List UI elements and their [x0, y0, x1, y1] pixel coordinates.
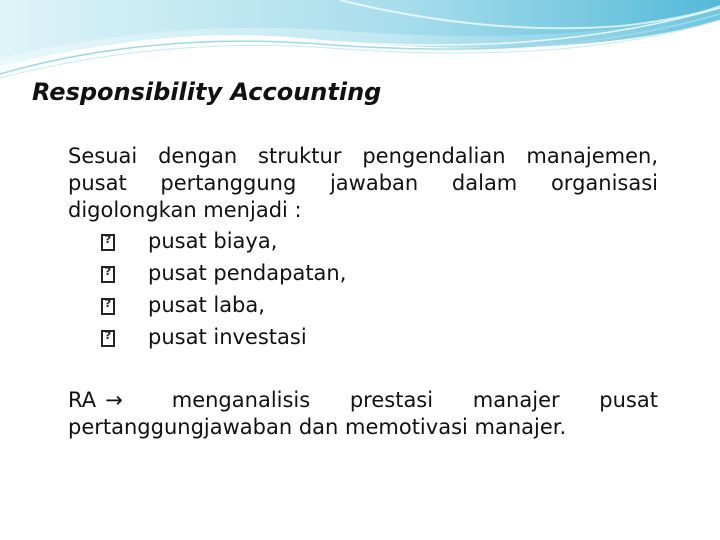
- list-item-label: pusat laba,: [148, 293, 265, 317]
- ra-line-2: pertanggungjawaban dan memotivasi manajer.: [68, 415, 567, 439]
- list-item-label: pusat biaya,: [148, 229, 278, 253]
- bullet-box-icon: [101, 266, 115, 283]
- list-item: [98, 225, 346, 257]
- list-item: [98, 289, 346, 321]
- bullet-box-icon: [101, 330, 115, 347]
- bullet-box-icon: [101, 298, 115, 315]
- list-item: [98, 257, 346, 289]
- responsibility-center-list: [98, 225, 346, 353]
- bullet-box-icon: [101, 234, 115, 251]
- intro-line-2: pusat pertanggung jawaban dalam organisasi: [68, 171, 658, 195]
- intro-line-1: Sesuai dengan struktur pengendalian manajemen,: [68, 144, 658, 168]
- ra-line-1: [68, 387, 658, 414]
- intro-paragraph: [68, 143, 658, 224]
- list-item-label: pusat investasi: [148, 325, 307, 349]
- intro-line-3: digolongkan menjadi :: [68, 198, 302, 222]
- ra-abbrev: [68, 387, 132, 414]
- ra-word: menganalisis: [171, 388, 311, 412]
- ra-paragraph: [68, 387, 658, 441]
- slide-title: Responsibility Accounting: [32, 78, 382, 106]
- ra-word: pusat: [599, 388, 658, 412]
- ra-word: RA: [68, 388, 97, 412]
- ra-word: manajer: [472, 388, 560, 412]
- list-item: [98, 321, 346, 353]
- header-wave-decoration: [0, 0, 720, 90]
- ra-word: prestasi: [349, 388, 434, 412]
- list-item-label: pusat pendapatan,: [148, 261, 347, 285]
- arrow-right-icon: →: [105, 388, 123, 412]
